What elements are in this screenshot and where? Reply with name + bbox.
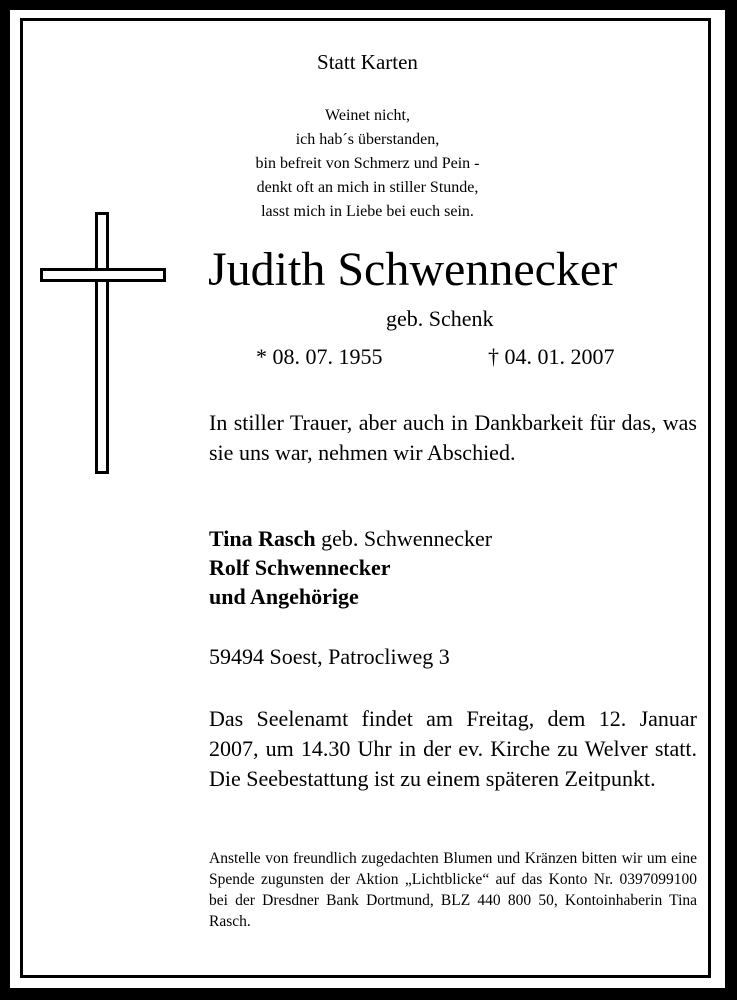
poem-line: ich hab´s überstanden, (295, 131, 440, 148)
cross-center (98, 271, 106, 279)
obituary-notice (10, 10, 725, 988)
family-list (209, 524, 492, 611)
family-line-3 (209, 582, 492, 611)
birth-name: geb. Schenk (386, 306, 494, 331)
death-date: † 04. 01. 2007 (488, 344, 615, 369)
deceased-name: Judith Schwennecker (208, 243, 618, 296)
family-name-rolf: Rolf Schwennecker (209, 555, 391, 580)
poem-line: lasst mich in Liebe bei euch sein. (261, 203, 474, 220)
cross-vertical-beam (95, 212, 109, 474)
family-line-1-rest: geb. Schwennecker (315, 526, 493, 551)
address: 59494 Soest, Patrocliweg 3 (209, 644, 450, 669)
header-statt-karten: Statt Karten (317, 50, 418, 74)
family-name-tina: Tina Rasch (209, 526, 316, 551)
poem (10, 104, 725, 224)
family-line-1 (209, 524, 492, 553)
family-relatives: und Angehörige (209, 584, 359, 609)
poem-line: bin befreit von Schmerz und Pein - (255, 155, 480, 172)
mourning-text: In stiller Trauer, aber auch in Dankbarkeit für das, was sie uns war, nehmen wir Abschied. (209, 410, 697, 465)
donation-text: Anstelle von freundlich zugedachten Blumen und Kränzen bitten wir um eine Spende zugunsten der Aktion „Lichtblicke“ auf das Konto Nr. 0397099100 bei der Dresdner Bank Dortmund, BLZ 440 800 50, Kontoinhaberin Tina Rasch. (209, 850, 697, 930)
family-line-2 (209, 553, 492, 582)
poem-line: Weinet nicht, (325, 107, 410, 124)
birth-date: * 08. 07. 1955 (256, 344, 383, 369)
service-text: Das Seelenamt findet am Freitag, dem 12. Januar 2007, um 14.30 Uhr in der ev. Kirche zu Welver statt. Die Seebestattung ist zu einem späteren Zeitpunkt. (209, 706, 697, 791)
poem-line: denkt oft an mich in stiller Stunde, (256, 179, 479, 196)
